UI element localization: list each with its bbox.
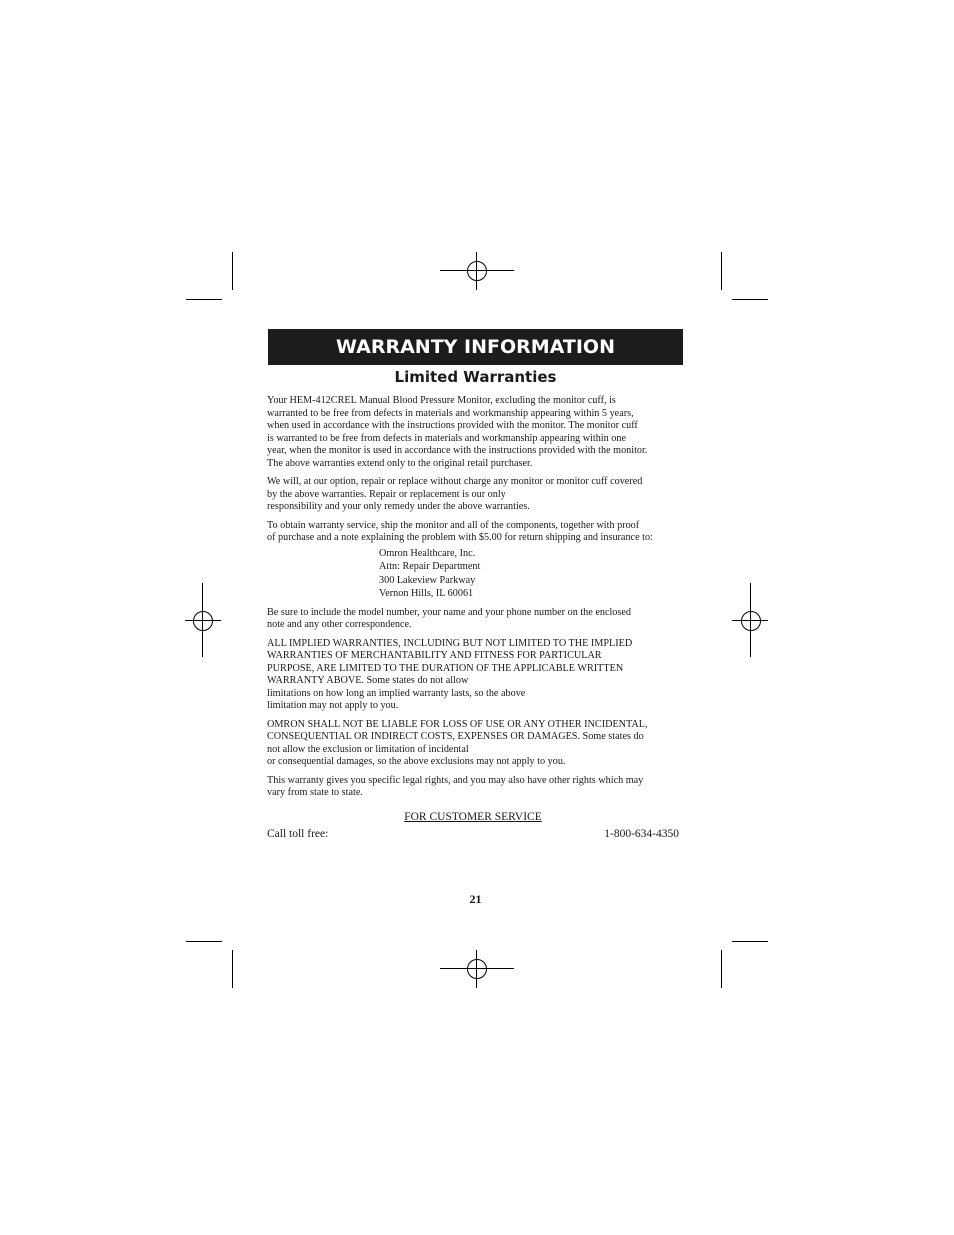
text-line: limitations on how long an implied warranty lasts, so the above <box>267 687 526 699</box>
paragraph-implied-warranties <box>267 638 679 713</box>
paragraph-obtain-service <box>267 520 679 545</box>
section-title: Limited Warranties <box>394 368 557 386</box>
paragraph-include-info <box>267 607 679 632</box>
address-line: Vernon Hills, IL 60061 <box>379 588 474 599</box>
text-line: WARRANTIES OF MERCHANTABILITY AND FITNESS FOR PARTICULAR <box>267 650 602 661</box>
text-line: responsibility and your only remedy under the above warranties. <box>267 501 530 512</box>
text-line: vary from state to state. <box>267 787 363 798</box>
phone-number: 1-800-634-4350 <box>604 827 679 840</box>
text-line: PURPOSE, ARE LIMITED TO THE DURATION OF THE APPLICABLE WRITTEN <box>267 662 624 674</box>
paragraph-legal-rights <box>267 775 679 800</box>
customer-service-heading: FOR CUSTOMER SERVICE <box>404 810 542 823</box>
text-line: not allow the exclusion or limitation of incidental <box>267 743 469 755</box>
toll-free-label: Call toll free: <box>267 827 329 840</box>
address-line: 300 Lakeview Parkway <box>379 574 476 586</box>
mailing-address <box>379 547 679 601</box>
text-line: We will, at our option, repair or replace without charge any monitor or monitor cuff covered <box>267 476 643 487</box>
text-line: OMRON SHALL NOT BE LIABLE FOR LOSS OF USE OR ANY OTHER INCIDENTAL, <box>267 718 648 730</box>
text-line: This warranty gives you specific legal rights, and you may also have other rights which may <box>267 774 644 786</box>
customer-service-row <box>267 827 679 841</box>
crop-mark <box>732 299 768 300</box>
address-line: Omron Healthcare, Inc. <box>379 547 476 559</box>
crop-mark <box>186 299 222 300</box>
crop-mark <box>732 941 768 942</box>
text-line: WARRANTY ABOVE. Some states do not allow <box>267 675 469 686</box>
text-line: by the above warranties. Repair or replacement is our only <box>267 488 506 500</box>
crop-mark <box>721 950 722 988</box>
text-line: CONSEQUENTIAL OR INDIRECT COSTS, EXPENSES OR DAMAGES. Some states do <box>267 731 644 742</box>
address-line: Attn: Repair Department <box>379 561 481 572</box>
text-line: limitation may not apply to you. <box>267 700 399 711</box>
crop-mark <box>721 252 722 290</box>
page-number: 21 <box>469 892 482 906</box>
text-line: note and any other correspondence. <box>267 619 412 630</box>
paragraph-liability <box>267 719 679 769</box>
text-line: The above warranties extend only to the original retail purchaser. <box>267 457 533 469</box>
text-line: warranted to be free from defects in materials and workmanship appearing within 5 years, <box>267 407 634 419</box>
crop-mark <box>186 941 222 942</box>
text-line: Be sure to include the model number, your name and your phone number on the enclosed <box>267 606 631 618</box>
text-line: year, when the monitor is used in accordance with the instructions provided with the monitor. <box>267 445 648 456</box>
text-line: when used in accordance with the instructions provided with the monitor. The monitor cuff <box>267 420 638 431</box>
crop-mark <box>232 950 233 988</box>
text-line: To obtain warranty service, ship the monitor and all of the components, together with proof <box>267 519 640 531</box>
warranty-body <box>267 395 679 841</box>
page-title: WARRANTY INFORMATION <box>336 336 615 358</box>
text-line: or consequential damages, so the above exclusions may not apply to you. <box>267 756 566 767</box>
text-line: ALL IMPLIED WARRANTIES, INCLUDING BUT NOT LIMITED TO THE IMPLIED <box>267 637 633 649</box>
crop-mark <box>232 252 233 290</box>
text-line: Your HEM-412CREL Manual Blood Pressure Monitor, excluding the monitor cuff, is <box>267 395 616 406</box>
paragraph-product-warranty <box>267 395 679 470</box>
text-line: is warranted to be free from defects in materials and workmanship appearing within one <box>267 432 626 444</box>
paragraph-repair-replace <box>267 476 679 514</box>
header-bar <box>268 329 683 365</box>
text-line: of purchase and a note explaining the problem with $5.00 for return shipping and insurance to: <box>267 532 653 543</box>
